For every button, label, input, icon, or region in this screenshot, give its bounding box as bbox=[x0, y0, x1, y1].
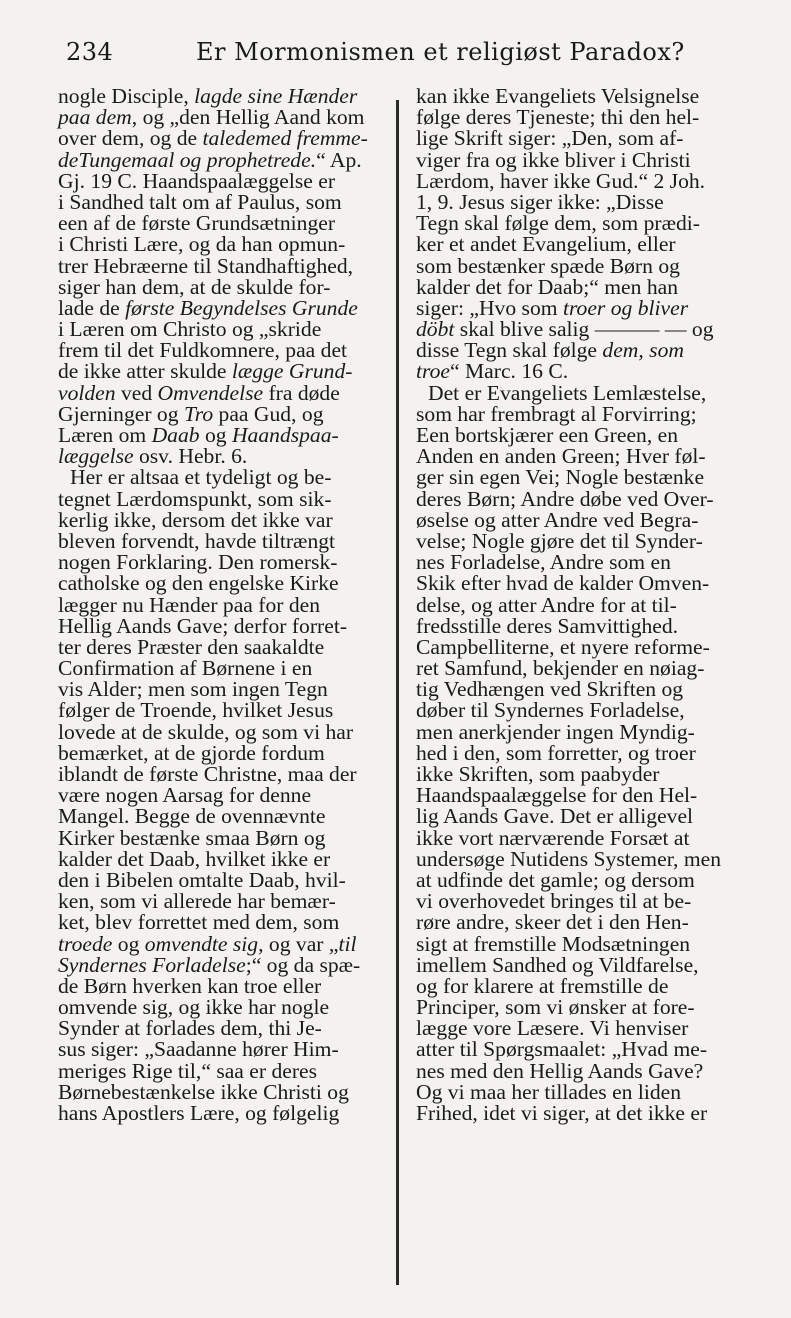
italic-text: Haandspaa- bbox=[231, 423, 339, 447]
text-line bbox=[416, 912, 746, 933]
text-segment: kan ikke Evangeliets Velsignelse bbox=[416, 84, 700, 108]
text-line bbox=[58, 128, 388, 149]
text-line bbox=[416, 952, 746, 977]
text-segment: Een bortskjærer een Green, en bbox=[416, 423, 679, 447]
text-line bbox=[416, 973, 746, 998]
text-segment: hed i den, som forretter, og troer bbox=[416, 740, 696, 765]
italic-text: lagde sine Hænder bbox=[194, 84, 358, 108]
text-segment: røre andre, skeer det i den Hen- bbox=[416, 910, 689, 935]
text-segment: og bbox=[112, 931, 145, 956]
text-segment: Principer, som vi ønsker at fore- bbox=[416, 995, 695, 1020]
italic-text: troede bbox=[58, 931, 113, 956]
text-segment: , og „den Hellig Aand kom bbox=[131, 105, 365, 130]
text-line bbox=[416, 613, 746, 638]
text-line bbox=[58, 1103, 388, 1124]
text-segment: Campbelliterne, et nyere reforme- bbox=[416, 634, 710, 659]
text-line bbox=[416, 658, 746, 679]
text-segment: catholske og den engelske Kirke bbox=[58, 571, 339, 596]
text-line bbox=[58, 213, 388, 234]
text-segment: 1, 9. Jesus siger ikke: „Disse bbox=[416, 189, 664, 214]
text-segment: lægger nu Hænder paa for den bbox=[58, 592, 321, 617]
text-segment: ikke Skriften, som paabyder bbox=[416, 762, 660, 786]
text-line bbox=[416, 425, 746, 446]
text-line bbox=[416, 507, 746, 532]
text-segment: “ Marc. 16 C. bbox=[449, 359, 569, 384]
text-line bbox=[58, 446, 388, 467]
italic-text: første Begyndelses Grunde bbox=[125, 295, 358, 320]
text-segment: Lærdom, haver ikke Gud.“ 2 Joh. bbox=[416, 168, 706, 193]
italic-text: Daab bbox=[151, 423, 200, 447]
text-segment: sigt at fremstille Modsætningen bbox=[416, 931, 691, 956]
text-segment: meriges Rige til,“ saa er deres bbox=[58, 1058, 318, 1083]
text-segment: Synder at forlades dem, thi Je- bbox=[58, 1016, 322, 1041]
text-line bbox=[416, 128, 746, 149]
text-line bbox=[58, 401, 388, 426]
text-segment: undersøge Nutidens Systemer, men bbox=[416, 846, 721, 871]
text-segment: som har frembragt al Forvirring; bbox=[416, 401, 697, 426]
text-segment: kerlig ikke, dersom det ikke var bbox=[58, 507, 333, 532]
text-segment: Gjerninger og bbox=[58, 401, 184, 426]
italic-text: deTungemaal og prophetrede. bbox=[58, 147, 317, 172]
text-line bbox=[58, 1058, 388, 1083]
text-line bbox=[58, 912, 388, 933]
text-line bbox=[58, 295, 388, 320]
italic-text: volden bbox=[58, 380, 116, 405]
text-line bbox=[58, 806, 388, 827]
text-line bbox=[416, 634, 746, 659]
italic-text: lægge Grund- bbox=[231, 359, 353, 384]
text-line bbox=[58, 719, 388, 744]
text-segment: delse, og atter Andre for at til- bbox=[416, 592, 677, 617]
text-line bbox=[58, 1018, 388, 1039]
text-segment: følger de Troende, hvilket Jesus bbox=[58, 698, 334, 723]
text-line bbox=[416, 189, 746, 214]
text-segment: vis Alder; men som ingen Tegn bbox=[58, 677, 328, 702]
italic-text: til bbox=[338, 931, 357, 956]
text-line bbox=[416, 319, 746, 340]
text-segment: lægge vore Læsere. Vi henviser bbox=[416, 1016, 689, 1041]
italic-text: Tro bbox=[183, 401, 214, 426]
text-segment: i Læren om Christo og „skride bbox=[58, 317, 322, 342]
text-segment: trer Hebræerne til Standhaftighed, bbox=[58, 253, 354, 278]
right-text-column bbox=[416, 86, 746, 1124]
text-line bbox=[58, 253, 388, 278]
text-segment: ger sin egen Vei; Nogle bestænke bbox=[416, 465, 705, 490]
text-segment: kalder det Daab, hvilket ikke er bbox=[58, 846, 331, 871]
text-line bbox=[416, 700, 746, 721]
text-segment: iblandt de første Christne, maa der bbox=[58, 762, 357, 786]
italic-text: Syndernes Forladelse bbox=[58, 952, 246, 977]
text-line bbox=[58, 86, 388, 107]
text-line bbox=[416, 253, 746, 278]
text-line bbox=[416, 1079, 746, 1104]
text-line bbox=[58, 552, 388, 573]
text-segment: hans Apostlers Lære, og følgelig bbox=[58, 1101, 340, 1125]
text-segment: Børnebestænkelse ikke Christi og bbox=[58, 1079, 349, 1104]
text-line bbox=[58, 931, 388, 956]
text-segment: Confirmation af Børnene i en bbox=[58, 656, 313, 681]
text-line bbox=[416, 867, 746, 892]
text-segment: men anerkjender ingen Myndig- bbox=[416, 719, 695, 744]
italic-text: omvendte sig, bbox=[144, 931, 264, 956]
italic-text: troe bbox=[416, 359, 450, 384]
italic-text: troer og bliver bbox=[562, 295, 689, 320]
text-line bbox=[58, 891, 388, 912]
text-line bbox=[58, 319, 388, 340]
text-line bbox=[416, 891, 746, 912]
text-line bbox=[58, 740, 388, 765]
text-line bbox=[416, 107, 746, 128]
text-line bbox=[416, 764, 746, 785]
text-segment: nogle Disciple, bbox=[58, 84, 195, 108]
italic-text: döbt bbox=[416, 317, 455, 342]
text-line bbox=[58, 168, 388, 193]
text-segment: frem til det Fuldkomnere, paa det bbox=[58, 338, 348, 363]
text-line bbox=[58, 107, 388, 128]
text-line bbox=[416, 295, 746, 320]
text-line bbox=[416, 997, 746, 1018]
text-line bbox=[416, 486, 746, 511]
page-number: 234 bbox=[66, 38, 114, 66]
text-segment: nogen Forklaring. Den romersk- bbox=[58, 550, 338, 575]
italic-text: Omvendelse bbox=[157, 380, 264, 405]
text-line bbox=[416, 825, 746, 850]
text-line bbox=[416, 573, 746, 594]
text-segment: tig Vedhængen ved Skriften og bbox=[416, 677, 684, 702]
text-segment: disse Tegn skal følge bbox=[416, 338, 603, 363]
text-line bbox=[58, 679, 388, 700]
text-segment: Det er Evangeliets Lemlæstelse, bbox=[428, 380, 707, 405]
text-segment: den i Bibelen omtalte Daab, hvil- bbox=[58, 867, 346, 892]
text-segment: ken, som vi allerede har bemær- bbox=[58, 889, 336, 914]
text-segment: osv. Hebr. 6. bbox=[133, 444, 248, 469]
text-segment: tegnet Lærdomspunkt, som sik- bbox=[58, 486, 332, 511]
text-segment: bemærket, at de gjorde fordum bbox=[58, 740, 325, 765]
text-segment: sus siger: „Saadanne hører Him- bbox=[58, 1037, 339, 1062]
running-title: Er Mormonismen et religiøst Paradox? bbox=[196, 38, 685, 66]
text-line bbox=[416, 467, 746, 488]
text-line bbox=[416, 340, 746, 361]
text-segment: fra døde bbox=[263, 380, 340, 405]
text-line bbox=[416, 361, 746, 382]
text-segment: deres Børn; Andre døbe ved Over- bbox=[416, 486, 714, 511]
text-line bbox=[416, 168, 746, 193]
text-segment: paa Gud, og bbox=[213, 401, 324, 426]
text-segment: vi overhovedet bringes til at be- bbox=[416, 889, 692, 914]
text-segment: i Sandhed talt om af Paulus, som bbox=[58, 189, 342, 214]
text-line bbox=[416, 380, 746, 405]
text-segment: over dem, og de bbox=[58, 126, 203, 151]
text-line bbox=[58, 700, 388, 721]
text-segment: de ikke atter skulde bbox=[58, 359, 232, 384]
text-line bbox=[58, 361, 388, 382]
text-segment: Hellig Aands Gave; derfor forret- bbox=[58, 613, 348, 638]
text-line bbox=[416, 1103, 746, 1124]
text-segment: ker et andet Evangelium, eller bbox=[416, 232, 676, 257]
text-line bbox=[58, 658, 388, 679]
text-segment: fredsstille deres Samvittighed. bbox=[416, 613, 679, 638]
text-segment: Tegn skal følge dem, som prædi- bbox=[416, 211, 700, 236]
text-line bbox=[58, 973, 388, 998]
column-divider-rule bbox=[396, 100, 399, 1285]
text-segment: lovede at de skulde, og som vi har bbox=[58, 719, 354, 744]
italic-text: paa dem bbox=[58, 105, 132, 130]
text-segment: ikke vort nærværende Forsæt at bbox=[416, 825, 690, 850]
text-segment: lig Aands Gave. Det er alligevel bbox=[416, 804, 694, 829]
text-segment: som bestænker spæde Børn og bbox=[416, 253, 680, 278]
text-line bbox=[58, 825, 388, 850]
text-line bbox=[416, 1058, 746, 1083]
text-line bbox=[58, 425, 388, 446]
text-line bbox=[58, 380, 388, 405]
text-segment: og bbox=[199, 423, 232, 447]
text-line bbox=[416, 446, 746, 467]
text-segment: bleven forvendt, havde tiltrængt bbox=[58, 528, 336, 553]
text-segment: “ Ap. bbox=[316, 147, 362, 172]
text-segment: Frihed, idet vi siger, at det ikke er bbox=[416, 1101, 708, 1125]
text-segment: viger fra og ikke bliver i Christi bbox=[416, 147, 691, 172]
text-segment: atter til Spørgsmaalet: „Hvad me- bbox=[416, 1037, 708, 1062]
text-line bbox=[58, 147, 388, 172]
text-segment: velse; Nogle gjøre det til Synder- bbox=[416, 528, 703, 553]
text-segment: ;“ og da spæ- bbox=[245, 952, 361, 977]
text-segment: Haandspaalæggelse for den Hel- bbox=[416, 783, 698, 808]
text-segment: øselse og atter Andre ved Begra- bbox=[416, 507, 699, 532]
text-line bbox=[416, 846, 746, 871]
text-segment: Anden en anden Green; Hver føl- bbox=[416, 444, 706, 469]
text-line bbox=[58, 997, 388, 1018]
page-header bbox=[66, 38, 751, 70]
text-line bbox=[416, 806, 746, 827]
text-segment: ket, blev forrettet med dem, som bbox=[58, 910, 340, 935]
text-segment: Mangel. Begge de ovennævnte bbox=[58, 804, 326, 829]
text-line bbox=[58, 867, 388, 892]
text-segment: skal blive salig ——— — og bbox=[454, 317, 714, 342]
text-segment: de Børn hverken kan troe eller bbox=[58, 973, 322, 998]
text-segment: Her er altsaa et tydeligt og be- bbox=[70, 465, 332, 490]
text-segment: lade de bbox=[58, 295, 126, 320]
text-line bbox=[416, 592, 746, 617]
text-line bbox=[58, 634, 388, 659]
text-line bbox=[58, 528, 388, 553]
text-segment: kalder det for Daab;“ men han bbox=[416, 274, 679, 299]
text-segment: Og vi maa her tillades en liden bbox=[416, 1079, 682, 1104]
text-segment: at udfinde det gamle; og dersom bbox=[416, 867, 695, 892]
text-line bbox=[416, 740, 746, 765]
text-line bbox=[58, 785, 388, 806]
text-line bbox=[58, 486, 388, 511]
text-line bbox=[58, 573, 388, 594]
text-segment: omvende sig, og ikke har nogle bbox=[58, 995, 330, 1020]
text-line bbox=[416, 552, 746, 573]
text-line bbox=[58, 189, 388, 214]
text-segment: følge deres Tjeneste; thi den hel- bbox=[416, 105, 700, 130]
text-line bbox=[58, 234, 388, 255]
text-line bbox=[58, 274, 388, 299]
text-segment: Læren om bbox=[58, 423, 152, 447]
text-line bbox=[416, 86, 746, 107]
text-line bbox=[416, 1039, 746, 1060]
text-line bbox=[58, 467, 388, 488]
text-segment: Gj. 19 C. Haandspaalæggelse er bbox=[58, 168, 336, 193]
italic-text: læggelse bbox=[58, 444, 134, 469]
text-line bbox=[58, 340, 388, 361]
left-text-column bbox=[58, 86, 388, 1124]
text-segment: og for klarere at fremstille de bbox=[416, 973, 669, 998]
text-segment: lige Skrift siger: „Den, som af- bbox=[416, 126, 684, 151]
text-line bbox=[416, 234, 746, 255]
text-line bbox=[416, 213, 746, 234]
text-line bbox=[58, 1079, 388, 1104]
text-line bbox=[58, 613, 388, 638]
text-segment: nes Forladelse, Andre som en bbox=[416, 550, 671, 575]
text-line bbox=[416, 785, 746, 806]
text-segment: være nogen Aarsag for denne bbox=[58, 783, 312, 808]
text-line bbox=[416, 719, 746, 744]
text-segment: døber til Syndernes Forladelse, bbox=[416, 698, 685, 723]
text-segment: siger: „Hvo som bbox=[416, 295, 563, 320]
text-line bbox=[58, 952, 388, 977]
text-segment: siger han dem, at de skulde for- bbox=[58, 274, 331, 299]
text-line bbox=[58, 1039, 388, 1060]
text-segment: Skik efter hvad de kalder Omven- bbox=[416, 571, 710, 596]
text-segment: een af de første Grundsætninger bbox=[58, 211, 336, 236]
text-line bbox=[58, 764, 388, 785]
text-segment: nes med den Hellig Aands Gave? bbox=[416, 1058, 704, 1083]
text-segment: imellem Sandhed og Vildfarelse, bbox=[416, 952, 699, 977]
text-line bbox=[58, 592, 388, 617]
text-line bbox=[416, 679, 746, 700]
text-line bbox=[416, 931, 746, 956]
text-segment: og var „ bbox=[263, 931, 339, 956]
text-line bbox=[416, 528, 746, 553]
text-line bbox=[58, 507, 388, 532]
text-line bbox=[416, 1018, 746, 1039]
text-line bbox=[416, 274, 746, 299]
text-segment: i Christi Lære, og da han opmun- bbox=[58, 232, 346, 257]
text-line bbox=[58, 846, 388, 871]
italic-text: taledemed fremme- bbox=[202, 126, 368, 151]
text-segment: Kirker bestænke smaa Børn og bbox=[58, 825, 326, 850]
italic-text: dem, som bbox=[602, 338, 684, 363]
text-segment: ret Samfund, bekjender en nøiag- bbox=[416, 656, 705, 681]
text-line bbox=[416, 401, 746, 426]
text-segment: ter deres Præster den saakaldte bbox=[58, 634, 325, 659]
text-line bbox=[416, 147, 746, 172]
text-segment: ved bbox=[115, 380, 158, 405]
